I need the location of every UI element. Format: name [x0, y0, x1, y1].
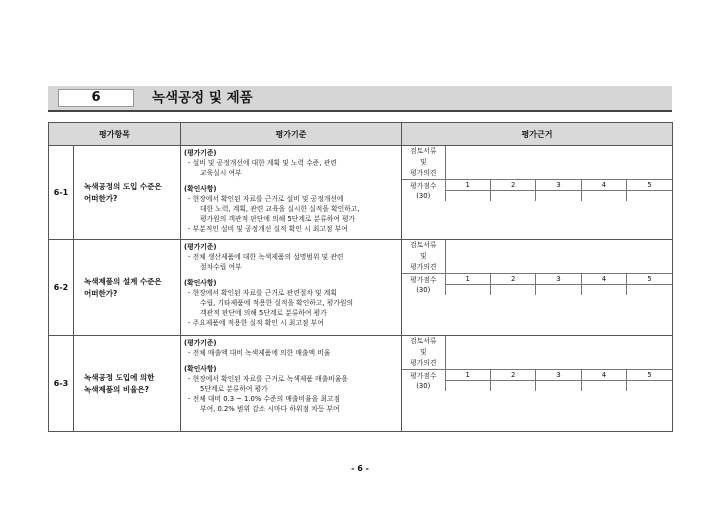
evaluation-criteria [181, 336, 402, 432]
score-cell [581, 381, 626, 392]
check-line: - 주요제품에 적용한 실적 확인 시 최고점 부여 [188, 319, 324, 327]
item-index: 6-3 [49, 336, 74, 432]
score-option-3[interactable]: 3 [536, 274, 581, 285]
table-row [49, 336, 673, 432]
score-cell [536, 191, 581, 202]
score-cell [490, 381, 535, 392]
score-option-3[interactable]: 3 [536, 180, 581, 191]
score-option-5[interactable]: 5 [627, 180, 672, 191]
score-cell [581, 285, 626, 296]
section-title: 녹색공정 및 제품 [152, 90, 253, 106]
table-row [49, 240, 673, 336]
question-line: 녹색제품의 설계 수준은 [84, 276, 162, 286]
score-cell [627, 381, 672, 392]
score-option-5[interactable]: 5 [627, 370, 672, 381]
question-line: 녹색공정 도입에 의한 [84, 372, 155, 382]
page-number: - 6 - [351, 464, 369, 473]
evidence-opinion-area[interactable] [445, 336, 672, 370]
criteria-heading: (평가기준) [184, 149, 217, 157]
score-cell [536, 285, 581, 296]
evaluation-basis [402, 240, 673, 336]
check-line: 부여, 0.2% 범위 감소 시마다 하위점 차등 부여 [200, 405, 340, 413]
check-line: - 현장에서 확인된 자료를 근거로 관련절차 및 계획 [188, 289, 337, 297]
score-option-2[interactable]: 2 [490, 180, 535, 191]
score-option-1[interactable]: 1 [445, 274, 490, 285]
check-line: 평가원의 객관적 판단에 의해 5단계로 분류하여 평가 [200, 215, 356, 223]
header-evaluation-criteria: 평가기준 [181, 123, 402, 146]
criteria-line: 교육실시 여부 [200, 169, 242, 177]
evidence-doc-label: 검토서류 및 평가의견 [402, 146, 445, 180]
score-option-4[interactable]: 4 [581, 180, 626, 191]
evidence-doc-label: 검토서류 및 평가의견 [402, 240, 445, 274]
criteria-heading: (평가기준) [184, 339, 217, 347]
check-line: - 전체 대비 0.3 ~ 1.0% 수준의 매출비율을 최고점 [188, 395, 341, 403]
check-line: - 부분적인 설비 및 공정개선 실적 확인 시 최고점 부여 [188, 225, 348, 233]
table-row [49, 146, 673, 240]
evaluation-basis [402, 146, 673, 240]
evidence-grid [402, 240, 672, 295]
question-line: 녹색공정의 도입 수준은 [84, 181, 162, 191]
check-line: 대한 노력, 계획, 관련 교육을 실시한 실적을 확인하고, [200, 205, 360, 213]
evaluation-criteria [181, 146, 402, 240]
score-cell [581, 191, 626, 202]
evaluation-criteria [181, 240, 402, 336]
score-label: 평가점수 (30) [402, 274, 445, 296]
evaluation-basis [402, 336, 673, 432]
check-line: 5단계로 분류하여 평가 [200, 385, 268, 393]
table-header-row [49, 123, 673, 146]
check-line: 수립, 기타제품에 적용한 실적을 확인하고, 평가원의 [200, 299, 354, 307]
evaluation-question [74, 240, 181, 336]
check-line: - 현장에서 확인된 자료를 근거로 녹색제품 매출비율을 [188, 375, 348, 383]
evaluation-table [48, 122, 673, 432]
score-option-2[interactable]: 2 [490, 370, 535, 381]
score-option-2[interactable]: 2 [490, 274, 535, 285]
header-evaluation-basis: 평가근거 [402, 123, 673, 146]
score-cell [627, 191, 672, 202]
criteria-heading: (평가기준) [184, 243, 217, 251]
score-cell [445, 191, 490, 202]
evidence-opinion-area[interactable] [445, 240, 672, 274]
check-line: - 현장에서 확인된 자료를 근거로 설비 및 공정개선에 [188, 195, 344, 203]
score-cell [627, 285, 672, 296]
check-heading: (확인사항) [184, 365, 217, 373]
score-cell [445, 381, 490, 392]
score-option-4[interactable]: 4 [581, 370, 626, 381]
score-option-3[interactable]: 3 [536, 370, 581, 381]
check-heading: (확인사항) [184, 185, 217, 193]
question-line: 어떠한가? [84, 193, 118, 203]
evaluation-question [74, 336, 181, 432]
score-cell [490, 191, 535, 202]
section-number: 6 [58, 89, 134, 107]
check-line: 객관적 판단에 의해 5단계로 분류하여 평가 [200, 309, 327, 317]
item-index: 6-1 [49, 146, 74, 240]
score-cell [536, 381, 581, 392]
score-cell [490, 285, 535, 296]
score-option-5[interactable]: 5 [627, 274, 672, 285]
question-line: 어떠한가? [84, 288, 118, 298]
evidence-opinion-area[interactable] [445, 146, 672, 180]
evidence-grid [402, 146, 672, 201]
criteria-line: - 설비 및 공정개선에 대한 계획 및 노력 수준, 관련 [188, 159, 337, 167]
score-option-1[interactable]: 1 [445, 180, 490, 191]
criteria-line: 절차수립 여부 [200, 263, 242, 271]
item-index: 6-2 [49, 240, 74, 336]
section-header [48, 86, 672, 112]
score-label: 평가점수 (30) [402, 370, 445, 392]
question-line: 녹색제품의 비율은? [84, 384, 149, 394]
criteria-line: - 전체 매출액 대비 녹색제품에 의한 매출액 비율 [188, 349, 331, 357]
check-heading: (확인사항) [184, 279, 217, 287]
header-evaluation-item: 평가항목 [49, 123, 181, 146]
evaluation-question [74, 146, 181, 240]
criteria-line: - 전체 생산제품에 대한 녹색제품의 설명범위 및 관련 [188, 253, 344, 261]
evidence-grid [402, 336, 672, 391]
score-option-1[interactable]: 1 [445, 370, 490, 381]
score-cell [445, 285, 490, 296]
score-option-4[interactable]: 4 [581, 274, 626, 285]
score-label: 평가점수 (30) [402, 180, 445, 202]
evidence-doc-label: 검토서류 및 평가의견 [402, 336, 445, 370]
